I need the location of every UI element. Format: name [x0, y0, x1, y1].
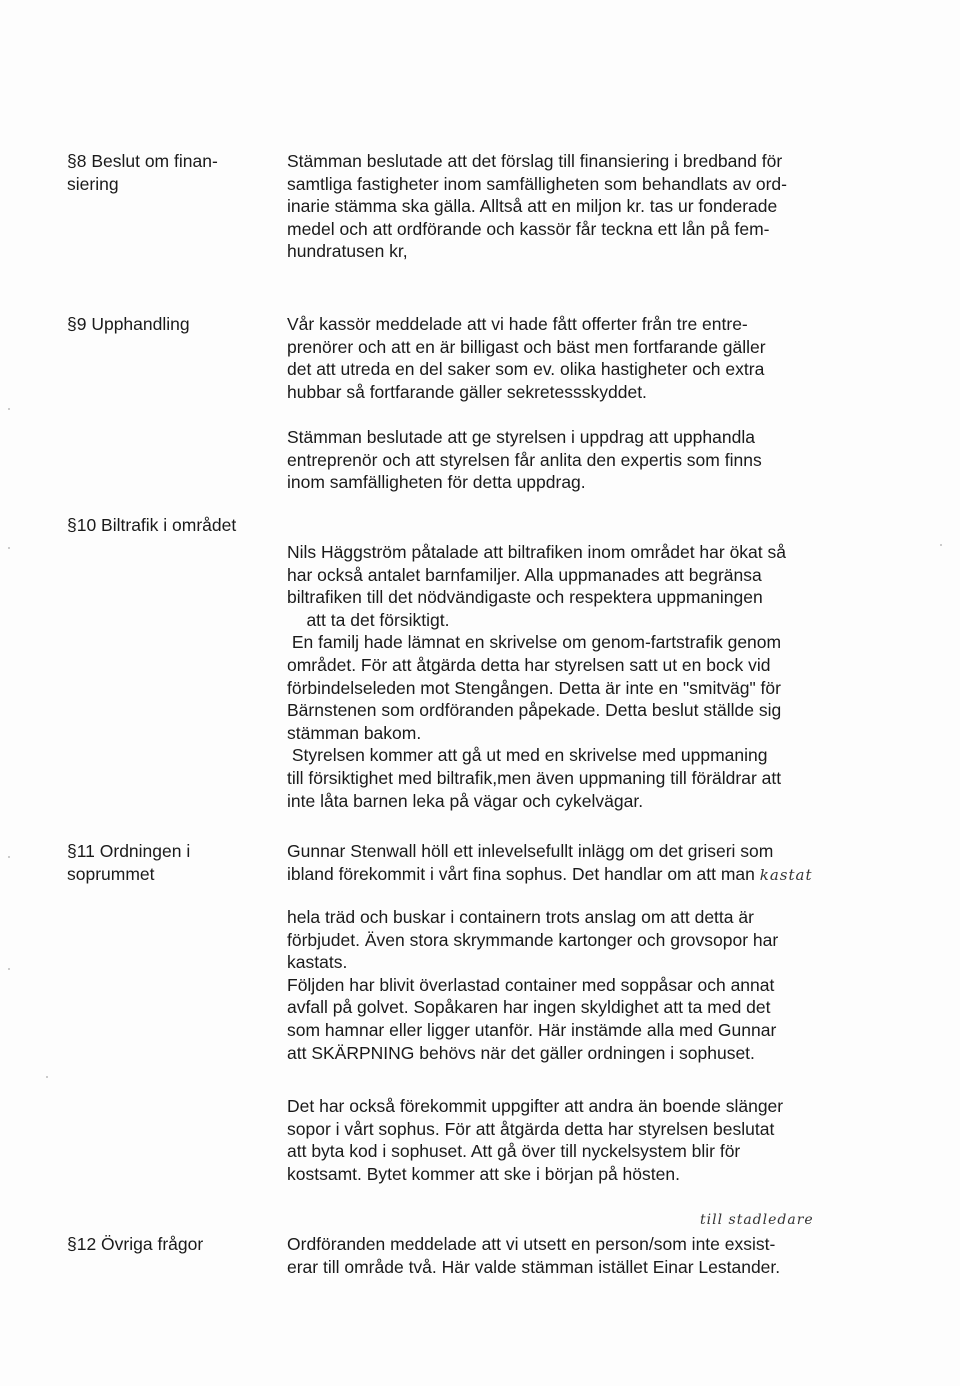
text-line: hundratusen kr, [287, 241, 408, 262]
section-9-decision [287, 426, 762, 494]
scan-speck [8, 856, 10, 858]
text-line: Stämman beslutade att det förslag till finansiering i bredband för [287, 151, 783, 171]
text-line: stämman bakom. [287, 722, 422, 743]
section-8-text [287, 150, 787, 263]
section-10-text [287, 541, 786, 812]
text-line: att ta det försiktigt. [287, 609, 450, 630]
text-line: entreprenör och att styrelsen får anlita den expertis som finns [287, 449, 762, 470]
text-line: Det har också förekommit uppgifter att andra än boende slänger [287, 1096, 784, 1116]
section-8-heading: §8 Beslut om finan- siering [67, 151, 218, 194]
text-line: Vår kassör meddelade att vi hade fått offerter från tre entre- [287, 314, 748, 334]
text-line: kostsamt. Bytet kommer att ske i början på hösten. [287, 1163, 680, 1184]
text-line: hubbar så fortfarande gäller sekretessskyddet. [287, 381, 647, 402]
text-line: medel och att ordförande och kassör får teckna ett lån på fem- [287, 218, 770, 239]
section-11-text-c [287, 1095, 783, 1185]
scan-speck [940, 544, 942, 546]
text-line: som hamnar eller ligger utanför. Här instämde alla med Gunnar [287, 1019, 777, 1040]
text-line: En familj hade lämnat en skrivelse om genom-fartstrafik genom [287, 632, 782, 653]
text-line: kastats. [287, 952, 348, 973]
section-11-text-b [287, 906, 778, 1064]
text-line: området. För att åtgärda detta har styrelsen satt ut en bock vid [287, 654, 771, 675]
text-line: att byta kod i sophuset. Att gå över till nyckelsystem blir för [287, 1141, 741, 1162]
text-line: till försiktighet med biltrafik,men även uppmaning till föräldrar att [287, 767, 782, 788]
text-line: Gunnar Stenwall höll ett inlevelsefullt inlägg om det griseri som [287, 841, 774, 861]
text-line: förbjudet. Även stora skrymmande kartonger och grovsopor har [287, 929, 779, 950]
section-12-text [287, 1233, 780, 1278]
text-line: att SKÄRPNING behövs när det gäller ordningen i sophuset. [287, 1042, 755, 1063]
text-line [287, 863, 812, 887]
section-9-text [287, 313, 766, 403]
section-9-heading: §9 Upphandling [67, 314, 190, 334]
text-line: samtliga fastigheter inom samfälligheten som behandlats av ord- [287, 173, 787, 194]
text-line: avfall på golvet. Sopåkaren har ingen skyldighet att ta med det [287, 997, 771, 1018]
text-line: Stämman beslutade att ge styrelsen i uppdrag att upphandla [287, 427, 755, 447]
text-line: hela träd och buskar i containern trots anslag om att detta är [287, 907, 754, 927]
text-line: sopor i vårt sophus. För att åtgärda detta har styrelsen beslutat [287, 1118, 775, 1139]
text-line: inte låta barnen leka på vägar och cykelvägar. [287, 790, 644, 811]
text-line: har också antalet barnfamiljer. Alla uppmanades att begränsa [287, 564, 762, 585]
text-line: förbindelseleden mot Stengången. Detta är inte en "smitväg" för [287, 677, 781, 698]
handwritten-insertion: till stadledare [700, 1212, 814, 1228]
text-line: inarie stämma ska gälla. Alltså att en miljon kr. tas ur fonderade [287, 196, 778, 217]
scan-speck [46, 1076, 48, 1078]
text-line: biltrafiken till det nödvändigaste och respektera uppmaningen [287, 587, 763, 608]
text-fragment: ibland förekommit i vårt fina sophus. Det handlar om att man [287, 863, 755, 884]
scan-speck [8, 547, 10, 549]
text-line: prenörer och att en är billigast och bäst men fortfarande gäller [287, 336, 766, 357]
text-line: erar till område två. Här valde stämman istället Einar Lestander. [287, 1256, 781, 1277]
section-12-heading: §12 Övriga frågor [67, 1234, 204, 1254]
section-11-heading: §11 Ordningen i soprummet [67, 841, 191, 884]
text-line: Ordföranden meddelade att vi utsett en person/som inte exsist- [287, 1234, 776, 1254]
text-line: Styrelsen kommer att gå ut med en skrivelse med uppmaning [287, 745, 768, 766]
scan-speck [8, 968, 10, 970]
text-line: Följden har blivit överlastad container med soppåsar och annat [287, 974, 775, 995]
section-10-heading: §10 Biltrafik i området [67, 515, 237, 535]
text-line: Nils Häggström påtalade att biltrafiken inom området har ökat så [287, 542, 786, 562]
text-line: Bärnstenen som ordföranden påpekade. Detta beslut ställde sig [287, 700, 782, 721]
text-line: inom samfälligheten för detta uppdrag. [287, 472, 586, 493]
text-line: det att utreda en del saker som ev. olika hastigheter och extra [287, 359, 765, 380]
scan-speck [8, 408, 10, 410]
section-11-text-a [287, 840, 812, 886]
handwritten-word: kastat [759, 865, 813, 884]
